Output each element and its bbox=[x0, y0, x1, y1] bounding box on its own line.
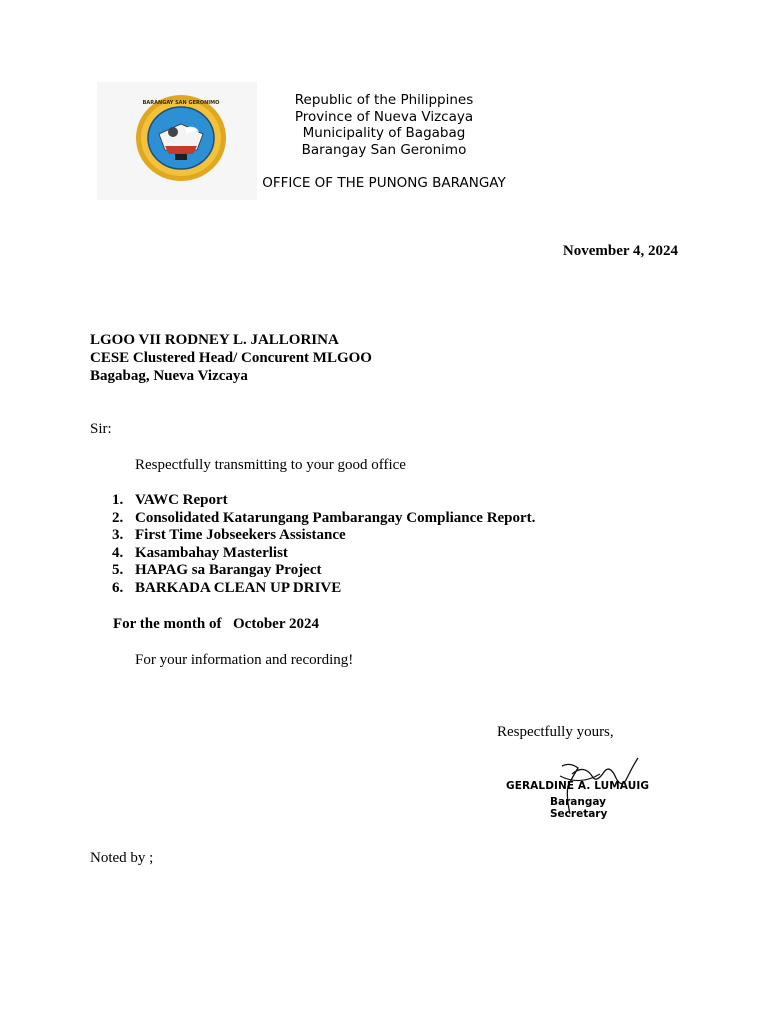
addressee-name: LGOO VII RODNEY L. JALLORINA bbox=[90, 332, 339, 348]
header-line-province: Province of Nueva Vizcaya bbox=[294, 108, 474, 125]
list-item bbox=[112, 510, 535, 528]
list-item-text: HAPAG sa Barangay Project bbox=[135, 562, 322, 579]
list-item-text: Consolidated Katarungang Pambarangay Compliance Report. bbox=[135, 509, 536, 526]
list-item bbox=[112, 492, 535, 510]
list-item-number: 5. bbox=[112, 562, 124, 579]
list-item-number: 3. bbox=[112, 527, 124, 544]
salutation: Sir: bbox=[90, 421, 112, 437]
list-item-number: 4. bbox=[112, 544, 124, 561]
header-line-barangay: Barangay San Geronimo bbox=[301, 141, 467, 158]
list-item bbox=[112, 562, 535, 580]
list-item bbox=[112, 545, 535, 563]
letter-date: November 4, 2024 bbox=[562, 243, 678, 259]
seal-ring-text: BARANGAY SAN GERONIMO bbox=[142, 100, 220, 106]
month-label: For the month of bbox=[113, 616, 222, 632]
addressee-location: Bagabag, Nueva Vizcaya bbox=[90, 368, 248, 384]
list-item-number: 1. bbox=[112, 492, 124, 508]
barangay-seal-icon bbox=[135, 94, 227, 182]
closing-text: Respectfully yours, bbox=[497, 724, 614, 740]
letterhead bbox=[230, 92, 538, 158]
month-value: October 2024 bbox=[233, 616, 319, 632]
header-line-republic: Republic of the Philippines bbox=[294, 92, 474, 108]
signatory-title: Barangay Secretary bbox=[550, 796, 608, 820]
office-title: OFFICE OF THE PUNONG BARANGAY bbox=[262, 175, 506, 191]
signature-block bbox=[500, 756, 660, 818]
list-item-text: Kasambahay Masterlist bbox=[135, 544, 288, 561]
signatory-name: GERALDINE A. LUMAUIG bbox=[506, 780, 650, 792]
list-item-number: 6. bbox=[112, 579, 124, 596]
addressee-position: CESE Clustered Head/ Concurent MLGOO bbox=[90, 350, 372, 366]
list-item bbox=[112, 527, 535, 545]
addressee-block bbox=[90, 331, 372, 385]
list-item-number: 2. bbox=[112, 509, 124, 526]
list-item-text: VAWC Report bbox=[135, 492, 228, 508]
header-line-municipality: Municipality of Bagabag bbox=[302, 125, 466, 141]
list-item bbox=[112, 580, 535, 598]
list-item-text: BARKADA CLEAN UP DRIVE bbox=[135, 579, 342, 596]
info-text: For your information and recording! bbox=[135, 652, 354, 668]
list-item-text: First Time Jobseekers Assistance bbox=[135, 527, 346, 544]
report-list bbox=[112, 492, 535, 598]
noted-by: Noted by ; bbox=[90, 850, 154, 866]
intro-text: Respectfully transmitting to your good office bbox=[135, 457, 406, 473]
